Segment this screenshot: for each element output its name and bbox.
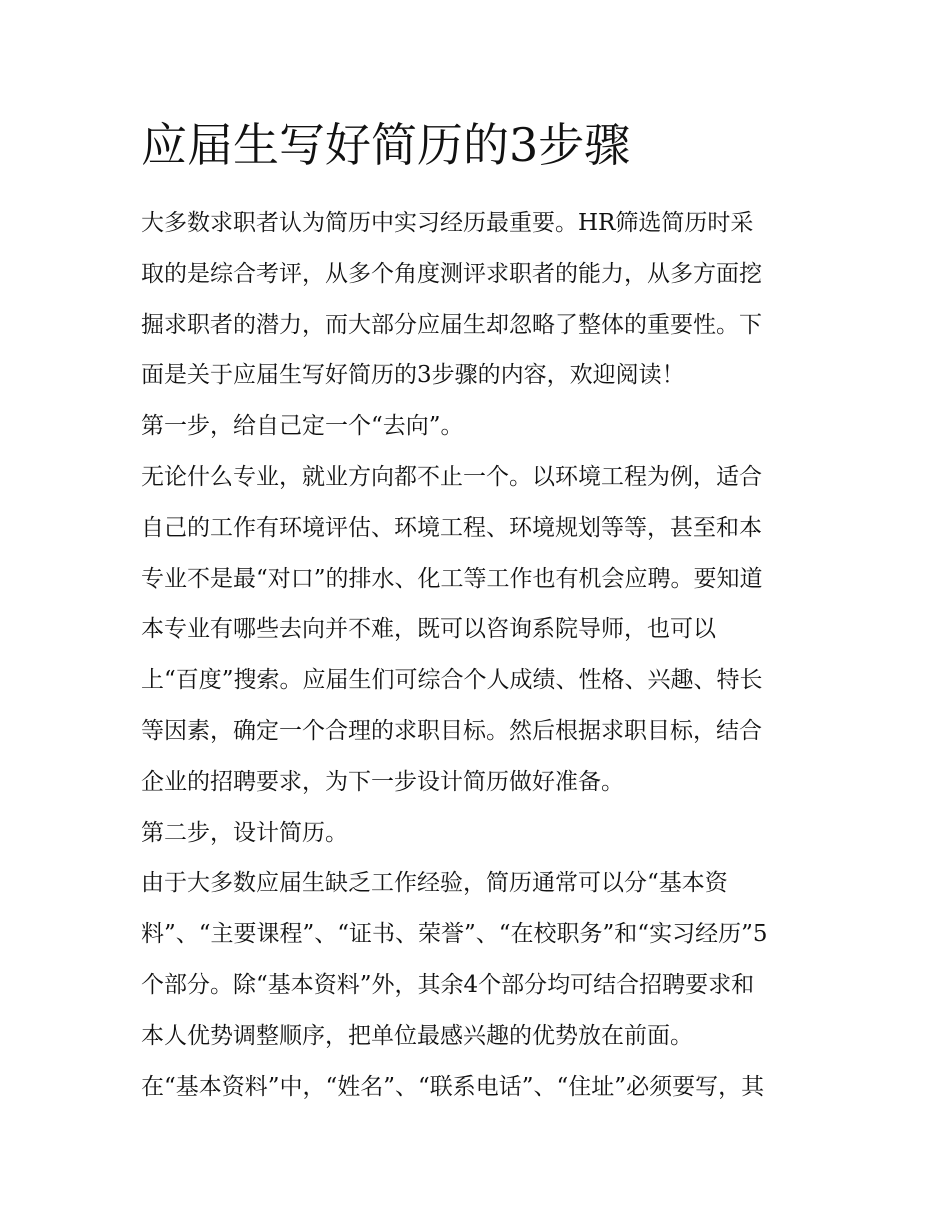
body-line: 大多数求职者认为简历中实习经历最重要。HR筛选简历时采 xyxy=(141,210,754,236)
body-line: 等因素，确定一个合理的求职目标。然后根据求职目标，结合 xyxy=(141,717,762,744)
body-line: 个部分。除“基本资料”外，其余4个部分均可结合招聘要求和 xyxy=(141,971,755,998)
body-line: 在“基本资料”中，“姓名”、“联系电话”、“住址”必须要写，其 xyxy=(141,1073,765,1100)
body-line: 取的是综合考评，从多个角度测评求职者的能力，从多方面挖 xyxy=(141,260,762,287)
document-title: 应届生写好简历的3步骤 xyxy=(141,118,631,172)
body-line: 本人优势调整顺序，把单位最感兴趣的优势放在前面。 xyxy=(141,1022,693,1049)
body-line: 本专业有哪些去向并不难，既可以咨询系院导师，也可以 xyxy=(141,616,716,643)
body-line: 上“百度”搜索。应届生们可综合个人成绩、性格、兴趣、特长 xyxy=(141,667,763,694)
body-line: 自己的工作有环境评估、环境工程、环境规划等等，甚至和本 xyxy=(141,514,762,541)
body-line: 由于大多数应届生缺乏工作经验，简历通常可以分“基本资 xyxy=(141,870,728,897)
body-line: 企业的招聘要求，为下一步设计简历做好准备。 xyxy=(141,768,624,795)
body-line: 专业不是最“对口”的排水、化工等工作也有机会应聘。要知道 xyxy=(141,565,763,592)
step-two-heading: 第二步，设计简历。 xyxy=(141,819,348,846)
body-line: 无论什么专业，就业方向都不止一个。以环境工程为例，适合 xyxy=(141,463,762,490)
body-line: 掘求职者的潜力，而大部分应届生却忽略了整体的重要性。下 xyxy=(141,311,762,338)
document-body xyxy=(141,198,813,1112)
body-line: 面是关于应届生写好简历的3步骤的内容，欢迎阅读！ xyxy=(141,362,685,389)
body-line: 料”、“主要课程”、“证书、荣誉”、“在校职务”和“实习经历”5 xyxy=(141,921,768,948)
step-one-heading: 第一步，给自己定一个“去向”。 xyxy=(141,413,464,440)
